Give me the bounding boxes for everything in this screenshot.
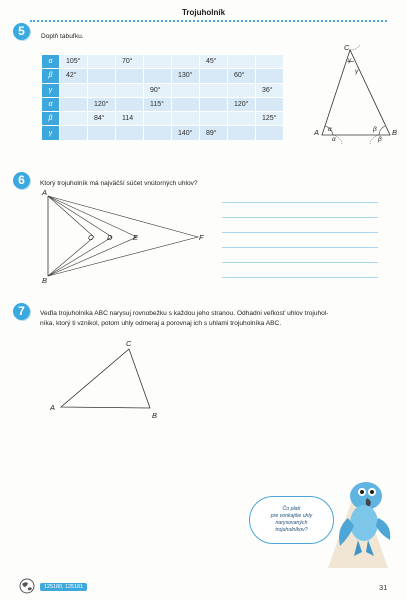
angle-table-blank[interactable] bbox=[116, 83, 144, 97]
bubble-line4: trojuholníkov? bbox=[275, 527, 308, 534]
answer-line[interactable] bbox=[222, 217, 378, 218]
angle-table-row bbox=[42, 69, 284, 83]
angle-table-blank[interactable] bbox=[256, 69, 284, 83]
angle-table-blank[interactable] bbox=[116, 69, 144, 83]
ex5-beta-inner: β bbox=[373, 126, 377, 133]
angle-table-cell: 130° bbox=[172, 69, 200, 83]
ex5-point-c: C bbox=[344, 43, 350, 52]
angle-table-blank[interactable] bbox=[60, 83, 88, 97]
angle-table-blank[interactable] bbox=[172, 55, 200, 69]
ex6-point-c: C bbox=[88, 233, 94, 242]
angle-table-row bbox=[42, 55, 284, 69]
angle-table-blank[interactable] bbox=[60, 97, 88, 111]
ex5-gamma-2: γ bbox=[355, 68, 359, 75]
angle-table-blank[interactable] bbox=[228, 83, 256, 97]
angle-table-blank[interactable] bbox=[172, 112, 200, 126]
angle-table-blank[interactable] bbox=[144, 69, 172, 83]
angle-table-blank[interactable] bbox=[144, 112, 172, 126]
angle-table-cell: 140° bbox=[172, 126, 200, 140]
angle-table-blank[interactable] bbox=[256, 55, 284, 69]
angle-table-blank[interactable] bbox=[172, 83, 200, 97]
ex6-point-f: F bbox=[199, 233, 204, 242]
triangle-figure-ex7 bbox=[55, 340, 165, 420]
angle-table-blank[interactable] bbox=[144, 126, 172, 140]
ex7-point-b: B bbox=[152, 411, 158, 420]
page-number: 31 bbox=[379, 583, 388, 592]
angle-table-blank[interactable] bbox=[88, 55, 116, 69]
angle-table-cell: 89° bbox=[200, 126, 228, 140]
ex6-point-a: A bbox=[42, 188, 48, 197]
globe-icon bbox=[19, 578, 35, 594]
triangles-figure-ex6 bbox=[40, 190, 215, 285]
triangle-figure-ex5 bbox=[312, 40, 402, 150]
header-rule bbox=[30, 20, 387, 22]
ex5-alpha-outer: α bbox=[332, 136, 336, 143]
angle-table-cell: 84° bbox=[88, 112, 116, 126]
ex5-point-b: B bbox=[392, 128, 398, 137]
angle-table-blank[interactable] bbox=[88, 83, 116, 97]
ex5-point-a: A bbox=[314, 128, 320, 137]
exercise-5-badge: 5 bbox=[13, 23, 30, 40]
angle-table-cell: 120° bbox=[88, 97, 116, 111]
angle-table-cell: 36° bbox=[256, 83, 284, 97]
exercise-6-badge: 6 bbox=[13, 172, 30, 189]
angle-table-cell: 90° bbox=[144, 83, 172, 97]
angle-row-label: β bbox=[42, 112, 60, 126]
angle-table bbox=[41, 54, 284, 141]
ex7-point-a: A bbox=[50, 403, 56, 412]
angle-row-label: β bbox=[42, 69, 60, 83]
angle-table-blank[interactable] bbox=[172, 97, 200, 111]
footer-codes: 125180, 125181 bbox=[40, 583, 87, 591]
angle-table-cell: 115° bbox=[144, 97, 172, 111]
angle-table-cell: 70° bbox=[116, 55, 144, 69]
ex6-point-d: D bbox=[107, 233, 113, 242]
exercise-5-instruction: Doplň tabuľku. bbox=[41, 33, 84, 40]
angle-table-blank[interactable] bbox=[88, 126, 116, 140]
angle-table-blank[interactable] bbox=[256, 97, 284, 111]
speech-bubble bbox=[249, 496, 334, 544]
angle-table-cell: 120° bbox=[228, 97, 256, 111]
angle-table-cell: 45° bbox=[200, 55, 228, 69]
angle-table-blank[interactable] bbox=[116, 97, 144, 111]
angle-table-blank[interactable] bbox=[60, 126, 88, 140]
bubble-line3: narysovaných bbox=[275, 520, 308, 526]
bubble-line1: Čo platí bbox=[282, 505, 301, 512]
angle-table-blank[interactable] bbox=[200, 112, 228, 126]
answer-line[interactable] bbox=[222, 247, 378, 248]
angle-table-blank[interactable] bbox=[200, 83, 228, 97]
ex5-beta-outer: β bbox=[378, 136, 382, 143]
answer-line[interactable] bbox=[222, 202, 378, 203]
exercise-7-badge: 7 bbox=[13, 303, 30, 320]
angle-table-blank[interactable] bbox=[116, 126, 144, 140]
ex6-point-b: B bbox=[42, 276, 48, 285]
angle-table-cell: 125° bbox=[256, 112, 284, 126]
answer-line[interactable] bbox=[222, 232, 378, 233]
angle-table-blank[interactable] bbox=[144, 55, 172, 69]
angle-row-label: γ bbox=[42, 83, 60, 97]
angle-table-cell: 60° bbox=[228, 69, 256, 83]
exercise-7-instruction-line1: Veďla trojuholníka ABC narysuj rovnobežku s každou jeho stranou. Odhadni veľkosť uhlov trojuhol- bbox=[40, 310, 329, 317]
angle-table-blank[interactable] bbox=[60, 112, 88, 126]
angle-table-cell: 42° bbox=[60, 69, 88, 83]
angle-row-label: α bbox=[42, 97, 60, 111]
ex6-point-e: E bbox=[133, 233, 139, 242]
angle-table-row bbox=[42, 126, 284, 140]
angle-row-label: α bbox=[42, 55, 60, 69]
angle-table-blank[interactable] bbox=[256, 126, 284, 140]
page-title: Trojuholník bbox=[181, 8, 226, 17]
angle-table-blank[interactable] bbox=[228, 126, 256, 140]
angle-table-blank[interactable] bbox=[200, 69, 228, 83]
answer-line[interactable] bbox=[222, 277, 378, 278]
angle-table-blank[interactable] bbox=[200, 97, 228, 111]
answer-line[interactable] bbox=[222, 262, 378, 263]
exercise-6-instruction: Ktorý trojuholník má najväčší súčet vnútorných uhlov? bbox=[40, 180, 198, 187]
angle-table-blank[interactable] bbox=[228, 55, 256, 69]
angle-table-cell: 114 bbox=[116, 112, 144, 126]
exercise-7-instruction-line2: níka, ktorý ti vznikol, potom uhly odmeraj a porovnaj ich s uhlami trojuholníka ABC. bbox=[40, 320, 282, 327]
angle-table-cell: 105° bbox=[60, 55, 88, 69]
angle-table-blank[interactable] bbox=[228, 112, 256, 126]
angle-table-blank[interactable] bbox=[88, 69, 116, 83]
angle-table-row bbox=[42, 112, 284, 126]
ex5-gamma-inner: γ bbox=[348, 57, 352, 64]
angle-table-row bbox=[42, 97, 284, 111]
angle-row-label: γ bbox=[42, 126, 60, 140]
angle-table-row bbox=[42, 83, 284, 97]
bubble-line2: pre vonkajšie uhly bbox=[270, 512, 313, 519]
ex5-alpha-inner: α bbox=[328, 126, 332, 133]
ex7-point-c: C bbox=[126, 339, 132, 348]
